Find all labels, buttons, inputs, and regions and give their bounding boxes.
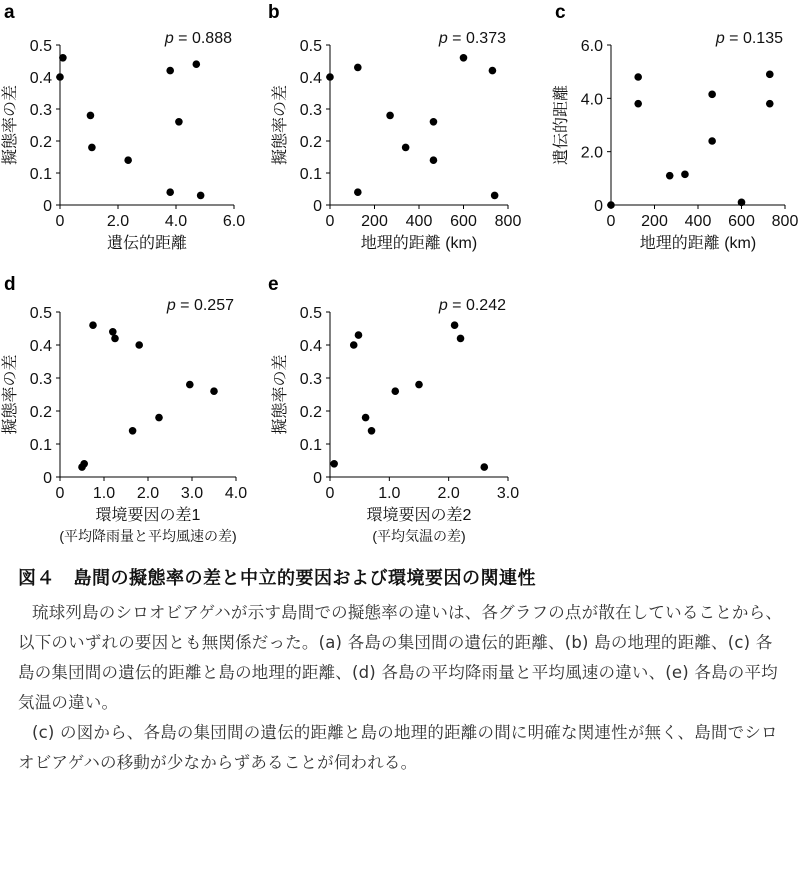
panel-b-p-symbol: p (438, 30, 448, 47)
panel-c-x-tick-label: 200 (641, 213, 668, 230)
panel-b-p-number: = 0.373 (447, 30, 506, 47)
panel-d-point (80, 460, 88, 468)
panel-a-p-value (164, 30, 232, 47)
panel-b-y-tick-label: 0 (313, 198, 322, 215)
panel-d-p-symbol: p (166, 297, 176, 314)
panel-d-p-value (166, 297, 234, 314)
panel-e-point (451, 321, 459, 329)
panel-b-y-tick-label: 0.5 (299, 38, 322, 55)
panel-b-point (489, 67, 497, 75)
panel-d-x-tick-label: 1.0 (92, 485, 116, 502)
panel-a-y-tick-label: 0.1 (29, 166, 52, 183)
panel-d-y-tick-label: 0.2 (29, 404, 52, 421)
panel-d-point (155, 414, 163, 422)
panel-c-point (708, 91, 716, 99)
panel-e-p-number: = 0.242 (447, 297, 506, 314)
panel-c-point (708, 137, 716, 145)
panel-d-point (186, 381, 194, 389)
panel-c-point (634, 73, 642, 81)
panel-e-y-tick-label: 0.3 (299, 371, 322, 388)
panel-d-y-tick-label: 0 (43, 470, 52, 487)
panel-e-y-tick-label: 0 (313, 470, 322, 487)
panel-c-label: c (555, 2, 566, 23)
panel-a-y-tick-label: 0.5 (29, 38, 52, 55)
panel-d-point (109, 328, 117, 336)
panel-a-point (59, 54, 67, 62)
panel-a-x-tick-label: 0 (55, 213, 65, 230)
panel-b-point (354, 64, 362, 72)
panel-c-x-tick-label: 0 (606, 213, 616, 230)
panel-b-y-tick-label: 0.4 (299, 70, 322, 87)
panel-d-x-axis-label: 環境要因の差1 (95, 507, 201, 524)
panel-d-point (111, 335, 119, 343)
panel-b-x-tick-label: 600 (450, 213, 477, 230)
panel-a-y-tick-label: 0.2 (29, 134, 52, 151)
panel-e-point (391, 387, 399, 395)
panel-b-y-tick-label: 0.1 (299, 166, 322, 183)
panel-e-point (368, 427, 376, 435)
panel-e-point (350, 341, 358, 349)
panel-e-x-tick-label: 3.0 (496, 485, 520, 502)
panel-b-x-tick-label: 800 (494, 213, 522, 230)
panel-e-x-tick-label: 2.0 (437, 485, 460, 502)
panel-a-x-tick-label: 4.0 (164, 213, 188, 230)
panel-e-point (330, 460, 338, 468)
panel-a-x-axis-label: 遺伝的距離 (106, 235, 188, 252)
panel-a-point (124, 156, 132, 164)
panel-b-x-tick-label: 200 (361, 213, 388, 230)
panel-b-p-value (438, 30, 506, 47)
panel-c-y-tick-label: 6.0 (580, 38, 603, 55)
panel-a-y-tick-label: 0 (43, 198, 52, 215)
panel-e-y-axis-label: 擬態率の差 (272, 354, 289, 435)
panel-c-point (634, 100, 642, 108)
panel-e-point (457, 335, 465, 343)
panel-c-y-tick-label: 0 (594, 198, 603, 215)
panel-d-x-tick-label: 0 (55, 485, 65, 502)
panel-c-point (666, 172, 674, 180)
figure-caption-title: 図４ 島間の擬態率の差と中立的要因および環境要因の関連性 (18, 568, 536, 589)
panel-b-y-tick-label: 0.2 (299, 134, 322, 151)
panel-a-y-tick-label: 0.3 (29, 102, 52, 119)
panel-c-point (738, 199, 746, 207)
panel-a-x-tick-label: 2.0 (106, 213, 130, 230)
panel-d-point (135, 341, 143, 349)
panel-d-point (210, 387, 218, 395)
panel-d-y-tick-label: 0.1 (29, 437, 52, 454)
panel-b-x-tick-label: 400 (405, 213, 433, 230)
panel-d-y-tick-label: 0.5 (29, 305, 52, 322)
panel-c-p-value (715, 30, 783, 47)
panel-b-point (326, 73, 334, 81)
panel-c-point (681, 171, 689, 179)
panel-e-x-tick-label: 1.0 (378, 485, 401, 502)
panel-a-point (87, 112, 95, 120)
panel-c-y-tick-label: 4.0 (580, 91, 603, 109)
panel-d-x-tick-label: 4.0 (224, 485, 248, 502)
caption-paragraph-1: 琉球列島のシロオビアゲハが示す島間での擬態率の違いは、各グラフの点が散在していることから、以下のいずれの要因とも無関係だった。(a) 各島の集団間の遺伝的距離、(b) 島の地理的距離、(c) 各島の集団間の遺伝的距離と島の地理的距離、(d) 各島の平均降雨量と平均風速の違い、(e) 各島の平均気温の違い。 (18, 603, 783, 712)
panel-a-label: a (4, 2, 15, 23)
panel-c-y-axis-label: 遺伝的距離 (553, 84, 570, 166)
panel-a-y-axis-label: 擬態率の差 (2, 84, 19, 166)
panel-a-point (56, 73, 64, 81)
panel-a-p-symbol: p (164, 30, 174, 47)
panel-b-label: b (268, 2, 280, 23)
panel-b-x-axis-label: 地理的距離 (km) (360, 235, 478, 252)
panel-e-point (362, 414, 370, 422)
panel-d-p-number: = 0.257 (175, 297, 234, 314)
panel-b-point (430, 118, 438, 126)
panel-c-x-tick-label: 600 (728, 213, 755, 230)
panel-b-y-tick-label: 0.3 (299, 102, 322, 119)
panel-c-y-tick-label: 2.0 (580, 144, 603, 162)
panel-e-y-tick-label: 0.4 (299, 338, 322, 355)
panel-d-point (129, 427, 137, 435)
panel-b-point (430, 156, 438, 164)
panel-e-p-symbol: p (438, 297, 448, 314)
panel-b-point (402, 144, 410, 152)
panel-d-y-tick-label: 0.3 (29, 371, 52, 388)
panel-b-point (460, 54, 468, 62)
panel-c-p-number: = 0.135 (724, 30, 783, 47)
panel-c-point (766, 71, 774, 79)
panel-d-y-tick-label: 0.4 (29, 338, 52, 355)
panel-d-y-axis-label: 擬態率の差 (2, 354, 19, 435)
panel-c-point (607, 201, 615, 209)
panel-b-y-axis-label: 擬態率の差 (272, 84, 289, 166)
panel-a-point (88, 144, 96, 152)
panel-c-x-axis-label: 地理的距離 (km) (639, 235, 757, 252)
panel-d-x-axis-sublabel: (平均降雨量と平均風速の差) (59, 528, 237, 544)
panel-c-x-tick-label: 400 (684, 213, 712, 230)
panel-a-y-tick-label: 0.4 (29, 70, 52, 87)
panel-e-x-tick-label: 0 (325, 485, 335, 502)
panel-a-point (197, 192, 205, 200)
panel-e-x-axis-label: 環境要因の差2 (366, 507, 472, 524)
panel-e-label: e (268, 274, 279, 295)
panel-d-x-tick-label: 2.0 (136, 485, 160, 502)
panel-c-x-tick-label: 800 (771, 213, 799, 230)
panel-a-point (175, 118, 183, 126)
figure-caption-body (18, 598, 788, 778)
panel-e-y-tick-label: 0.2 (299, 404, 322, 421)
panel-e-p-value (438, 297, 506, 314)
panel-a-point (193, 60, 201, 68)
panel-a-point (166, 67, 174, 75)
panel-b-point (354, 188, 362, 196)
panel-d-x-tick-label: 3.0 (180, 485, 204, 502)
panel-a-point (166, 188, 174, 196)
panel-a-p-number: = 0.888 (173, 30, 232, 47)
panel-b-x-tick-label: 0 (325, 213, 335, 230)
panel-d-label: d (4, 274, 16, 295)
caption-paragraph-2: (c) の図から、各島の集団間の遺伝的距離と島の地理的距離の間に明確な関連性が無く、島間でシロオビアゲハの移動が少なからずあることが伺われる。 (18, 723, 778, 772)
panel-a-x-tick-label: 6.0 (222, 213, 246, 230)
panel-b-point (386, 112, 394, 120)
panel-c-p-symbol: p (715, 30, 725, 47)
panel-e-y-tick-label: 0.5 (299, 305, 322, 322)
panel-e-x-axis-sublabel: (平均気温の差) (372, 528, 466, 544)
panel-e-y-tick-label: 0.1 (299, 437, 322, 454)
panel-c-point (766, 100, 774, 108)
panel-e-point (355, 331, 363, 339)
panel-e-point (415, 381, 423, 389)
panel-e-point (480, 463, 488, 471)
panel-b-point (491, 192, 499, 200)
panel-d-point (89, 321, 97, 329)
